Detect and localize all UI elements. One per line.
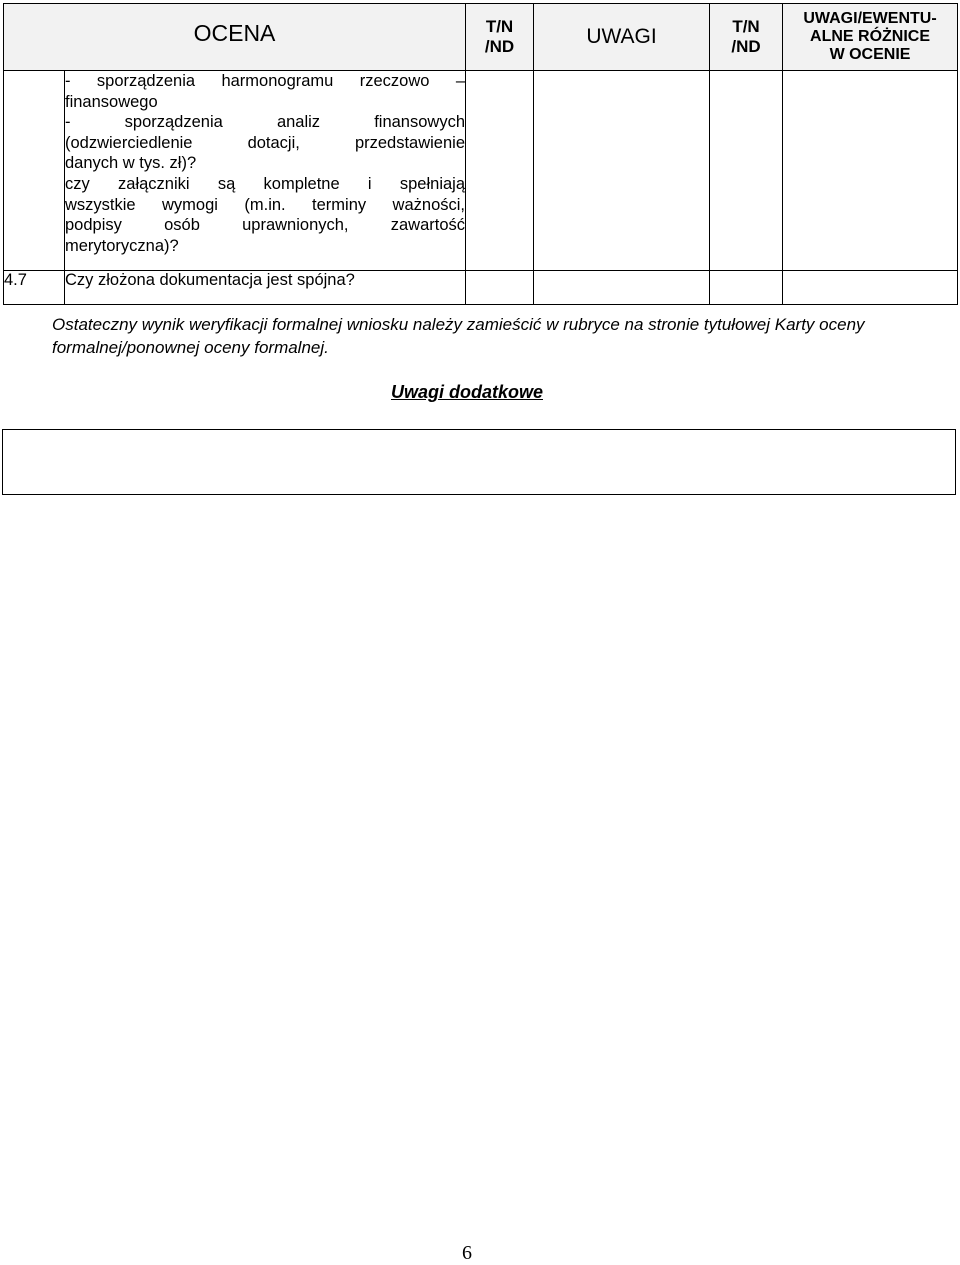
header-tn-2 [710,4,783,71]
cell-tn-1[interactable] [466,71,534,271]
text-line: czy załączniki są kompletne i spełniają [65,174,466,193]
page-number: 6 [462,1242,472,1264]
header-differences-line3: W OCENIE [829,46,911,63]
text-line: danych w tys. zł)? [65,154,197,173]
header-tn-1-line1: T/N [485,17,514,36]
text-line: podpisy osób uprawnionych, zawartość [65,216,466,235]
header-differences-line2: ALNE RÓŻNICE [810,28,931,45]
cell-differences-4-7[interactable] [783,271,958,305]
text-line: finansowego [65,92,158,111]
text-line: merytoryczna)? [65,236,179,255]
header-differences [783,4,958,71]
header-ocena: OCENA [4,4,466,71]
evaluation-table [3,3,958,305]
text-line: wszystkie wymogi (m.in. terminy ważności, [65,195,466,214]
cell-differences[interactable] [783,71,958,271]
header-tn-2-line1: T/N [732,17,760,36]
cell-continued-text [65,71,466,271]
additional-remarks-title: Uwagi dodatkowe [390,382,543,402]
additional-remarks-box[interactable] [2,429,956,495]
table-header-row [4,4,958,71]
text-line: (odzwierciedlenie dotacji, przedstawienie [65,133,466,152]
text-line: - sporządzenia analiz finansowych [65,113,466,132]
cell-tn-2-4-7[interactable] [710,271,783,305]
table-row-4-7 [4,271,958,305]
header-uwagi: UWAGI [534,4,710,71]
text-line: - sporządzenia harmonogramu rzeczowo – [65,72,466,90]
table-row-continued [4,71,958,271]
cell-tn-1-4-7[interactable] [466,271,534,305]
header-tn-1 [466,4,534,71]
header-differences-line1: UWAGI/EWENTU- [803,10,937,27]
cell-tn-2[interactable] [710,71,783,271]
cell-uwagi-4-7[interactable] [534,271,710,305]
cell-number-4-7: 4.7 [4,271,65,305]
cell-number-empty [4,71,65,271]
cell-uwagi[interactable] [534,71,710,271]
header-tn-2-line2: /ND [731,37,761,56]
final-result-note: Ostateczny wynik weryfikacji formalnej wniosku należy zamieścić w rubryce na stronie tytułowej Karty oceny formalnej/ponownej oceny formalnej. [52,315,865,357]
header-tn-1-line2: /ND [484,37,515,56]
cell-question-4-7: Czy złożona dokumentacja jest spójna? [65,271,466,305]
